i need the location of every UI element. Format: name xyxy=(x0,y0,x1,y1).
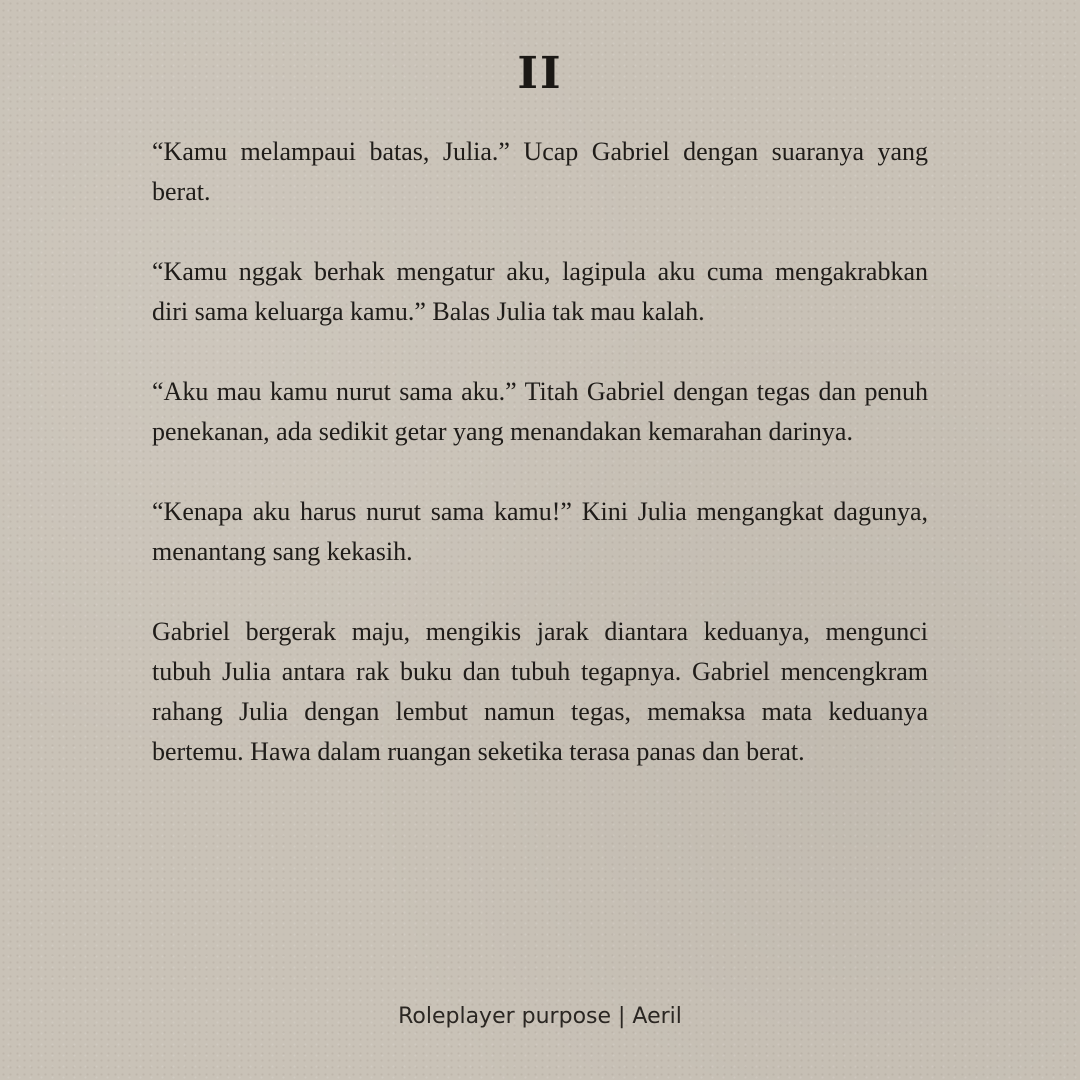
footer-credit: Roleplayer purpose | Aeril xyxy=(398,1004,682,1029)
paragraph-2: “Kamu nggak berhak mengatur aku, lagipula aku cuma mengakrabkan diri sama keluarga kamu.” Balas Julia tak mau kalah. xyxy=(152,257,928,326)
story-text xyxy=(152,132,928,772)
paragraph-1: “Kamu melampaui batas, Julia.” Ucap Gabriel dengan suaranya yang berat. xyxy=(152,137,928,206)
paragraph-3: “Aku mau kamu nurut sama aku.” Titah Gabriel dengan tegas dan penuh penekanan, ada sedikit getar yang menandakan kemarahan darinya. xyxy=(152,377,928,446)
paragraph-4: “Kenapa aku harus nurut sama kamu!” Kini Julia mengangkat dagunya, menantang sang kekasih. xyxy=(152,497,928,566)
paragraph-5: Gabriel bergerak maju, mengikis jarak diantara keduanya, mengunci tubuh Julia antara rak buku dan tubuh tegapnya. Gabriel mencengkram rahang Julia dengan lembut namun tegas, memaksa mata keduanya bertemu. Hawa dalam ruangan seketika terasa panas dan berat. xyxy=(152,617,928,766)
chapter-numeral: II xyxy=(517,48,563,99)
